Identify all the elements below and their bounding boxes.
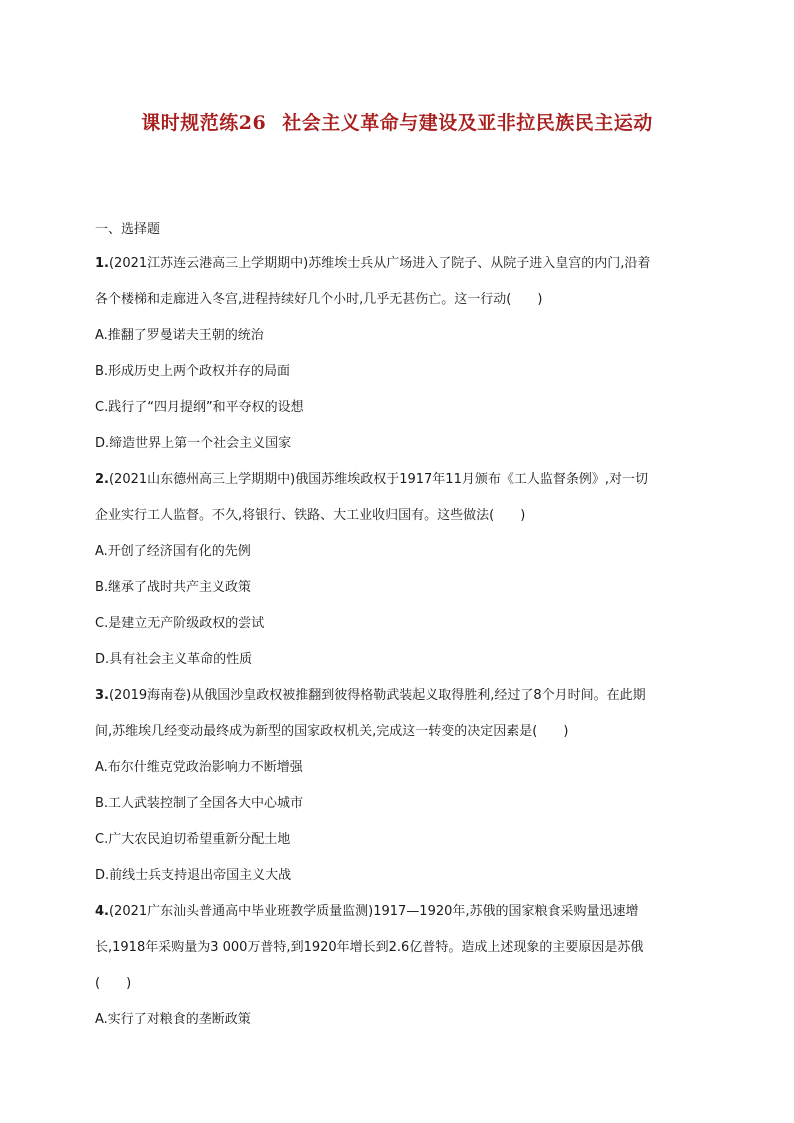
- question-3-option-b: B.工人武装控制了全国各大中心城市: [95, 796, 304, 811]
- question-1-option-b: B.形成历史上两个政权并存的局面: [95, 364, 291, 379]
- question-3-option-c: C.广大农民迫切希望重新分配土地: [95, 832, 291, 847]
- question-number: 4.: [95, 904, 109, 919]
- question-2-option-b: B.继承了战时共产主义政策: [95, 580, 252, 595]
- question-1-option-c: C.践行了“四月提纲”和平夺权的设想: [95, 400, 304, 415]
- question-4-stem-line-3: ( ): [95, 976, 132, 991]
- question-2-stem-line-1: 2.(2021山东德州高三上学期期中)俄国苏维埃政权于1917年11月颁布《工人监督条例》,对一切: [95, 472, 648, 487]
- question-1-stem-line-1: 1.(2021江苏连云港高三上学期期中)苏维埃士兵从广场进入了院子、从院子进入皇宫的内门,沿着: [95, 256, 651, 271]
- question-number: 2.: [95, 472, 109, 487]
- question-2-option-c: C.是建立无产阶级政权的尝试: [95, 616, 265, 631]
- title-main: 社会主义革命与建设及亚非拉民族民主运动: [282, 112, 653, 134]
- question-3-stem-line-2: 间,苏维埃几经变动最终成为新型的国家政权机关,完成这一转变的决定因素是( ): [95, 724, 569, 739]
- question-1-stem-line-2: 各个楼梯和走廊进入冬宫,进程持续好几个小时,几乎无甚伤亡。这一行动( ): [95, 292, 543, 307]
- question-3-stem-line-1: 3.(2019海南卷)从俄国沙皇政权被推翻到彼得格勒武装起义取得胜利,经过了8个月时间。在此期: [95, 688, 646, 703]
- question-1-option-a: A.推翻了罗曼诺夫王朝的统治: [95, 328, 264, 343]
- question-4-option-a: A.实行了对粮食的垄断政策: [95, 1012, 251, 1027]
- question-1-option-d: D.缔造世界上第一个社会主义国家: [95, 436, 292, 451]
- question-3-option-a: A.布尔什维克党政治影响力不断增强: [95, 760, 303, 775]
- question-2-stem-line-2: 企业实行工人监督。不久,将银行、铁路、大工业收归国有。这些做法( ): [95, 508, 526, 523]
- question-4-stem-line-2: 长,1918年采购量为3 000万普特,到1920年增长到2.6亿普特。造成上述现象的主要原因是苏俄: [95, 940, 644, 955]
- page-title: [0, 108, 794, 135]
- question-2-option-d: D.具有社会主义革命的性质: [95, 652, 253, 667]
- question-number: 3.: [95, 688, 109, 703]
- question-number: 1.: [95, 256, 109, 271]
- section-heading: 一、选择题: [95, 222, 161, 237]
- question-2-option-a: A.开创了经济国有化的先例: [95, 544, 251, 559]
- title-prefix: 课时规范练26: [141, 112, 267, 134]
- question-4-stem-line-1: 4.(2021广东汕头普通高中毕业班教学质量监测)1917—1920年,苏俄的国家粮食采购量迅速增: [95, 904, 639, 919]
- question-3-option-d: D.前线士兵支持退出帝国主义大战: [95, 868, 292, 883]
